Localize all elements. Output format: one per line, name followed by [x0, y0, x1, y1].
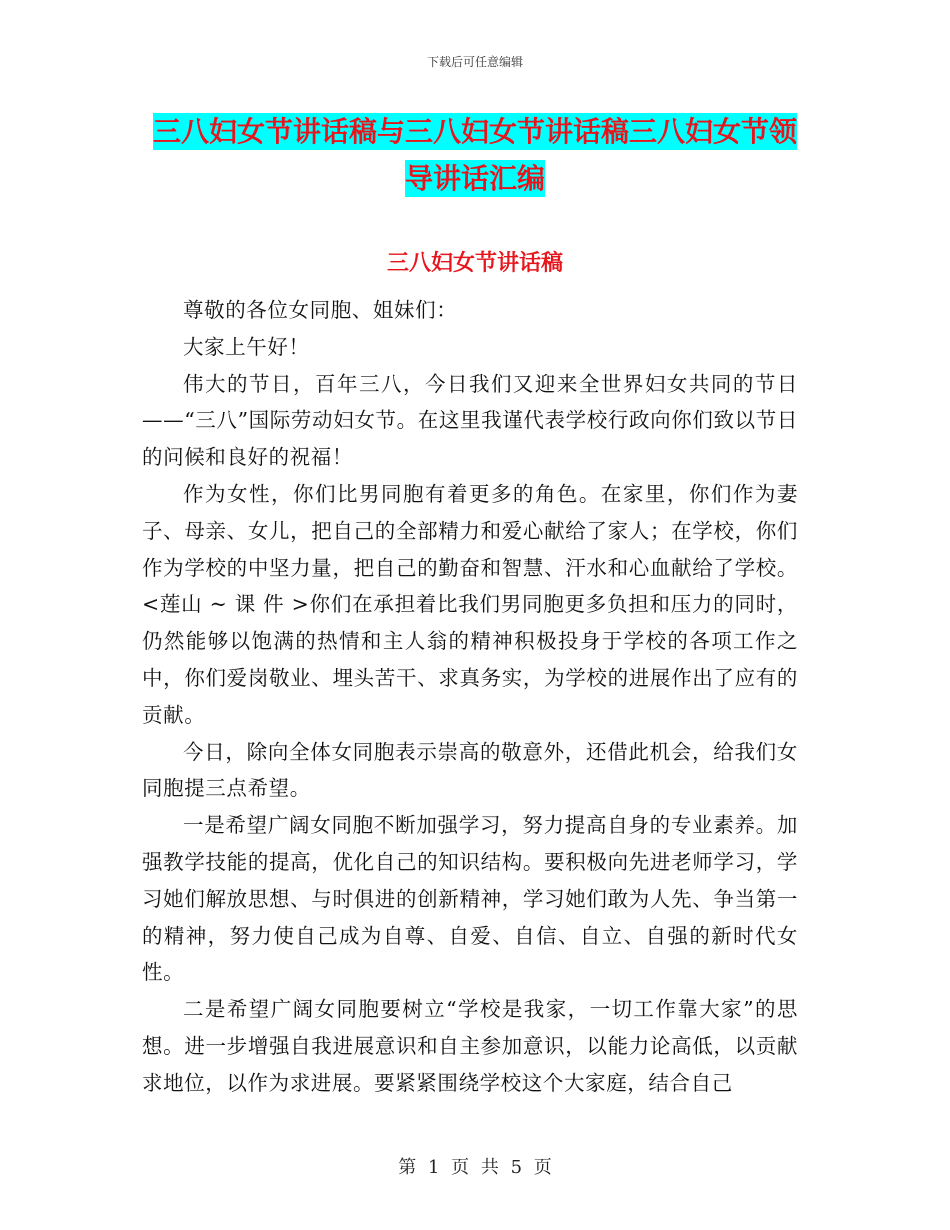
document-title-line-1: 三八妇女节讲话稿与三八妇女节讲话稿三八妇女节领 [152, 115, 797, 148]
page-number: 第 1 页 共 5 页 [398, 1157, 552, 1178]
paragraph-2: 作为女性，你们比男同胞有着更多的角色。在家里，你们作为妻子、母亲、女儿，把自己的全部精力和爱心献给了家人；在学校，你们作为学校的中坚力量，把自己的勤奋和智慧、汗水和心血献给了学校。<莲山 ~ 课 件 >你们在承担着比我们男同胞更多负担和压力的同时，仍然能够以饱满的热情和主人翁的精神积极投身于学校的各项工作之中，你们爱岗敬业、埋头苦干、求真务实，为学校的进展作出了应有的贡献。 [142, 481, 798, 727]
paragraph-3: 今日，除向全体女同胞表示崇高的敬意外，还借此机会，给我们女同胞提三点希望。 [142, 739, 798, 801]
document-title-line-2: 导讲话汇编 [404, 162, 545, 195]
header-note: 下载后可任意编辑 [426, 55, 523, 69]
paragraph-5: 二是希望广阔女同胞要树立“学校是我家，一切工作靠大家”的思想。进一步增强自我进展意识和自主参加意识，以能力论高低，以贡献求地位，以作为求进展。要紧紧围绕学校这个大家庭，结合自己 [142, 997, 798, 1095]
paragraph-4: 一是希望广阔女同胞不断加强学习，努力提高自身的专业素养。加强教学技能的提高，优化自己的知识结构。要积极向先进老师学习，学习她们解放思想、与时俱进的创新精神，学习她们敢为人先、争当第一的精神，努力使自己成为自尊、自爱、自信、自立、自强的新时代女性。 [142, 813, 798, 985]
section-title: 三八妇女节讲话稿 [386, 251, 563, 276]
document-body [142, 292, 798, 1102]
paragraph-greeting: 大家上午好！ [183, 334, 310, 359]
document-title [140, 108, 810, 202]
paragraph-salutation: 尊敬的各位女同胞、姐妹们： [183, 298, 458, 322]
paragraph-1: 伟大的节日，百年三八，今日我们又迎来全世界妇女共同的节日——“三八”国际劳动妇女节。在这里我谨代表学校行政向你们致以节日的问候和良好的祝福！ [142, 371, 798, 470]
